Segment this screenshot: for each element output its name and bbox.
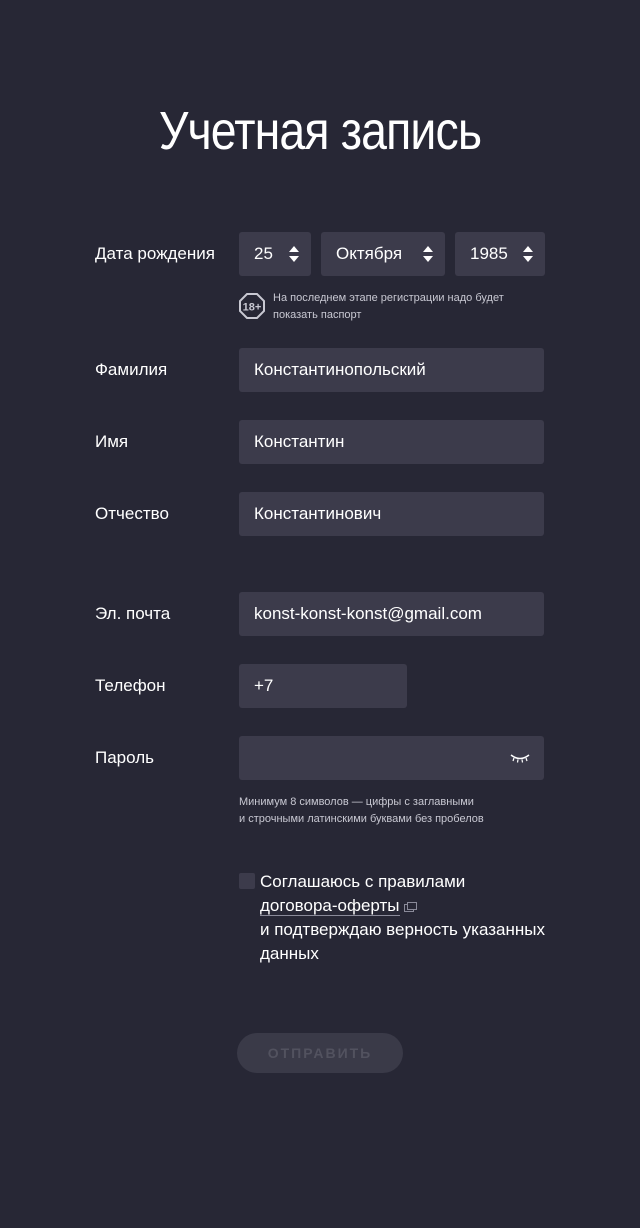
name-label: Имя [95, 432, 129, 451]
birth-year-select[interactable] [455, 232, 545, 276]
password-hint-line2: и строчными латинскими буквами без пробелов [239, 813, 484, 825]
phone-field[interactable] [239, 664, 407, 708]
surname-field[interactable] [239, 348, 544, 392]
offer-contract-link[interactable]: договора-оферты [260, 896, 400, 915]
external-window-icon [404, 902, 418, 912]
phone-value: +7 [254, 676, 274, 695]
email-value: konst-konst-konst@gmail.com [254, 604, 482, 623]
select-arrows-icon [423, 246, 433, 262]
passport-hint [273, 290, 504, 324]
birthdate-label: Дата рождения [95, 244, 215, 263]
page-title: Учетная запись [158, 101, 482, 161]
agreement-checkbox[interactable] [239, 873, 255, 889]
select-arrows-icon [289, 246, 299, 262]
patronymic-value: Константинович [254, 504, 382, 523]
name-field[interactable] [239, 420, 544, 464]
password-hint-line1: Минимум 8 символов — цифры с заглавными [239, 796, 474, 808]
birth-month-value: Октября [336, 244, 403, 263]
password-hint [239, 794, 484, 828]
agreement-text-before: Соглашаюсь с правилами [260, 872, 466, 891]
birth-month-select[interactable] [321, 232, 445, 276]
password-field[interactable] [239, 736, 544, 780]
select-arrows-icon [523, 246, 533, 262]
patronymic-field[interactable] [239, 492, 544, 536]
submit-button[interactable]: ОТПРАВИТЬ [237, 1033, 403, 1073]
birth-day-value: 25 [254, 244, 273, 263]
agreement-text-after: и подтверждаю верность указанных данных [260, 920, 545, 963]
eye-closed-icon[interactable] [509, 753, 531, 763]
birth-day-select[interactable] [239, 232, 311, 276]
birth-year-value: 1985 [470, 244, 508, 263]
phone-label: Телефон [95, 676, 166, 695]
agreement-text [260, 870, 560, 966]
password-label: Пароль [95, 748, 154, 767]
surname-label: Фамилия [95, 360, 168, 379]
name-value: Константин [254, 432, 345, 451]
surname-value: Константинопольский [254, 360, 426, 379]
email-field[interactable] [239, 592, 544, 636]
patronymic-label: Отчество [95, 504, 169, 523]
passport-hint-line1: На последнем этапе регистрации надо будет [273, 292, 504, 304]
age-badge-text: 18+ [242, 301, 262, 314]
age-restriction-icon [239, 293, 265, 319]
email-label: Эл. почта [95, 604, 171, 623]
passport-hint-line2: показать паспорт [273, 309, 362, 321]
